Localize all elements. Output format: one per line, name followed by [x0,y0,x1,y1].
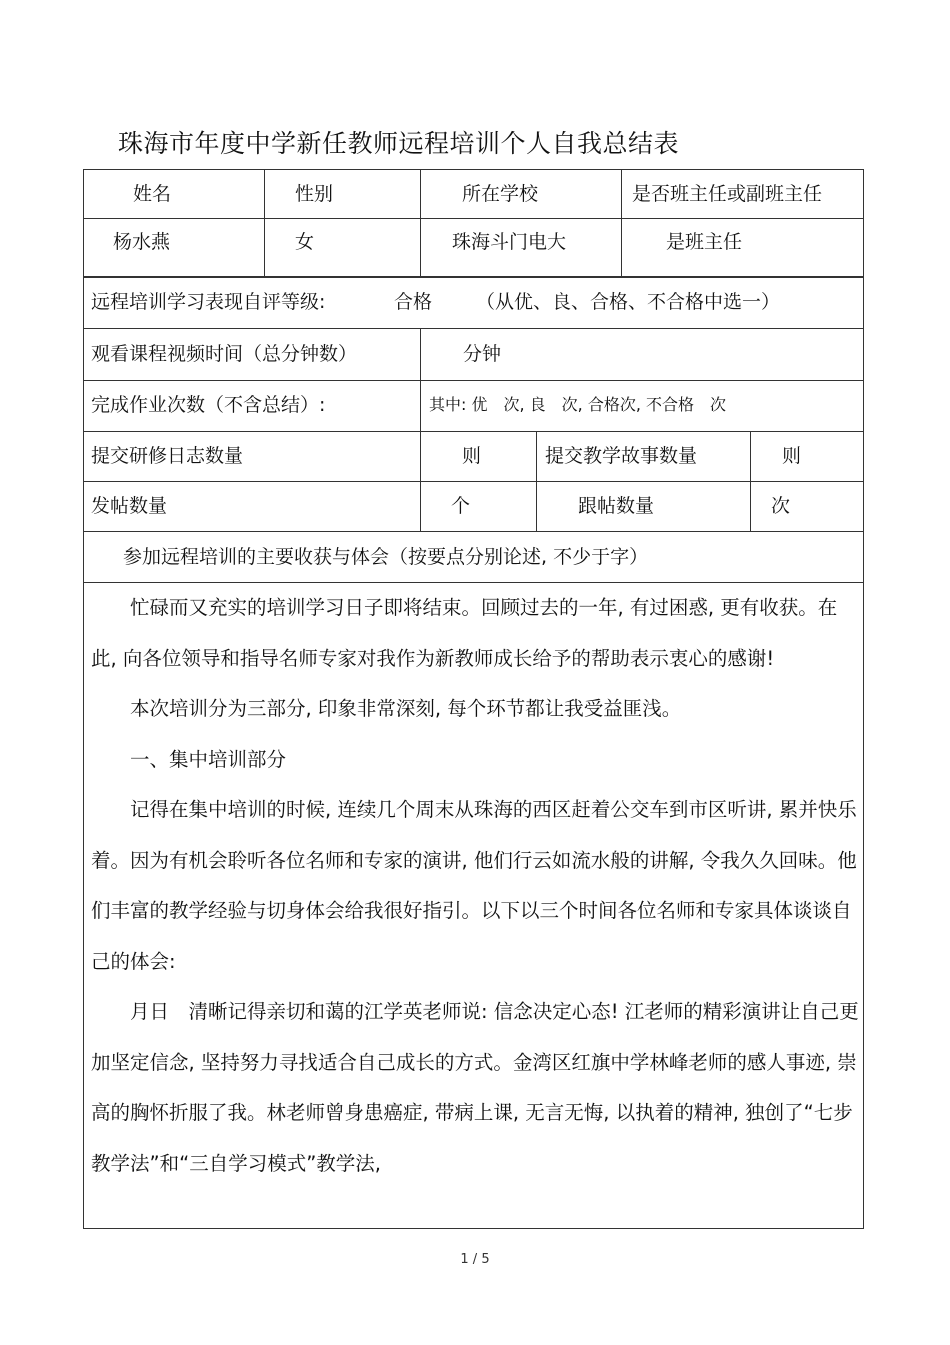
evaluation-value: 合格 [394,291,433,313]
column-divider [750,431,751,531]
homework-label: 完成作业次数（不含总结）: [91,394,326,416]
school-value: 珠海斗门电大 [452,231,567,253]
row-divider [83,276,864,278]
posts-unit: 个 [451,495,471,517]
gender-value: 女 [295,231,315,253]
posts-label: 发帖数量 [91,495,168,517]
paragraph: 本次培训分为三部分, 印象非常深刻, 每个环节都让我受益匪浅。 [130,697,682,720]
class-teacher-header: 是否班主任或副班主任 [632,183,823,205]
gender-header: 性别 [295,183,334,205]
replies-label: 跟帖数量 [578,495,655,517]
column-divider [536,431,537,531]
evaluation-label: 远程培训学习表现自评等级: [91,291,326,313]
paragraph: 忙碌而又充实的培训学习日子即将结束。回顾过去的一年, 有过困惑, 更有收获。在此, 向各位领导和指导名师专家对我作为新教师成长给予的帮助表示衷心的感谢! [91,596,838,670]
page-number: 1 / 5 [460,1252,490,1267]
column-divider [420,328,421,531]
stories-label: 提交教学故事数量 [545,445,698,467]
logs-label: 提交研修日志数量 [91,445,244,467]
video-time-label: 观看课程视频时间（总分钟数） [91,343,358,365]
row-divider [83,431,864,432]
row-divider [83,531,864,532]
row-divider [83,328,864,329]
replies-unit: 次 [771,495,791,517]
column-divider [621,169,622,276]
section-heading: 一、集中培训部分 [130,747,287,771]
school-header: 所在学校 [462,183,539,205]
video-time-unit: 分钟 [463,343,502,365]
evaluation-note: （从优、良、合格、不合格中选一） [476,291,781,313]
logs-unit: 则 [462,445,482,467]
stories-unit: 则 [782,445,802,467]
row-divider [83,218,864,219]
homework-detail: 其中: 优 次, 良 次, 合格次, 不合格 次 [429,395,726,414]
class-teacher-value: 是班主任 [666,231,743,253]
paragraph: 记得在集中培训的时候, 连续几个周末从珠海的西区赶着公交车到市区听讲, 累并快乐着。因为有机会聆听各位名师和专家的演讲, 他们行云如流水般的讲解, 令我久久回味。他们丰富的教学经验与切身体会给我很好指引。以下以三个时间各位名师和专家具体谈谈自己的体会: [91,798,857,973]
paragraph: 月日 清晰记得亲切和蔼的江学英老师说: 信念决定心态! 江老师的精彩演讲让自己更加坚定信念, 坚持努力寻找适合自己成长的方式。金湾区红旗中学林峰老师的感人事迹, 崇高的胸怀折服了我。林老师曾身患癌症, 带病上课, 无言无悔, 以执着的精神, 独创了“七步教学法”和“三自学习模式”教学法, [91,1000,859,1175]
summary-body [91,583,859,1189]
name-value: 杨水燕 [113,231,171,253]
column-divider [264,169,265,276]
column-divider [420,169,421,276]
name-header: 姓名 [133,183,172,205]
row-divider [83,481,864,482]
row-divider [83,380,864,381]
page-title: 珠海市年度中学新任教师远程培训个人自我总结表 [118,129,680,158]
harvest-heading: 参加远程培训的主要收获与体会（按要点分别论述, 不少于字） [123,546,649,568]
